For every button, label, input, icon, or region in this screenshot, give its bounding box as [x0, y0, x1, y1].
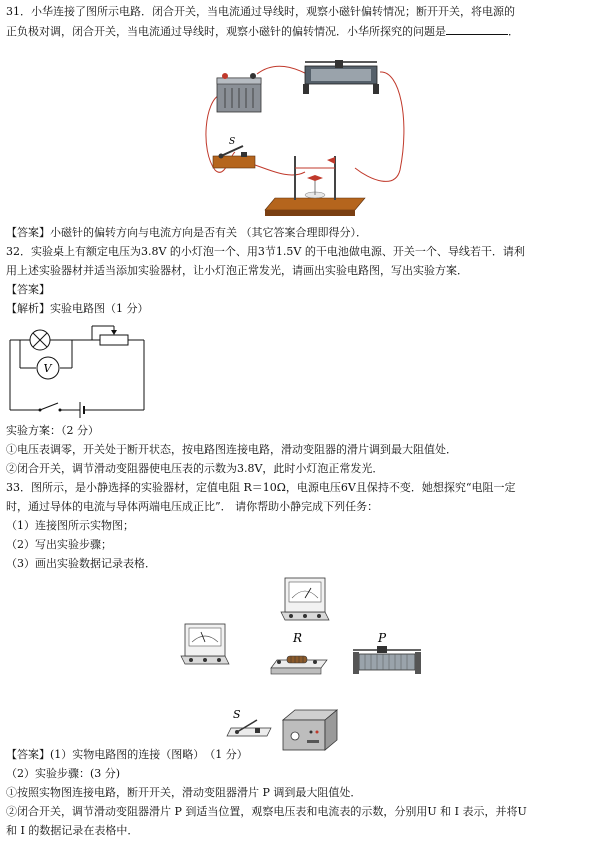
q31-text-line2-prefix: 正负极对调，闭合开关，当电流通过导线时，观察小磁针的偏转情况．小华所探究的问题是 — [6, 25, 446, 38]
q33-step2-line2: 和 I 的数据记录在表格中． — [6, 824, 139, 837]
q31-wire-top — [257, 66, 307, 74]
q32-text-line2: 用上述实验器材并适当添加实验器材，让小灯泡正常发光，请画出实验电路图，写出实验方案． — [6, 264, 468, 277]
q32-answer-heading: 【答案】 — [6, 283, 50, 296]
q32-lamp-symbol — [30, 330, 50, 350]
q32-circuit-diagram — [6, 318, 146, 418]
q31-answer-blank — [446, 24, 508, 35]
q33-text-line1: 33．图所示，是小静选择的实验器材，定值电阻 R＝10Ω，电源电压6V且保持不变．她想探究“电阻一定 — [6, 481, 516, 494]
q32-plan-title: 实验方案：（2 分） — [6, 424, 99, 437]
q33-answer2: （2）实验步骤：(3 分) — [6, 767, 121, 780]
q31-text-line1: 31．小华连接了图所示电路．闭合开关，当电流通过导线时，观察小磁针偏转情况；断开开关，将电源的 — [6, 5, 515, 18]
q33-text-line2: 时，通过导体的电流与导体两端电压成正比”． 请你帮助小静完成下列任务： — [6, 500, 379, 513]
q32-analysis: 【解析】实验电路图（1 分） — [6, 302, 149, 315]
q33-power-supply-icon — [283, 710, 337, 750]
q31-wire-bottom — [255, 165, 305, 175]
q33-switch-label: S — [233, 708, 241, 721]
q33-answer1: 【答案】(1）实物电路图的连接（图略） （1 分） — [6, 748, 248, 761]
q33-task1: （1）连接图所示实物图； — [6, 519, 134, 532]
q31-circuit-figure — [195, 60, 415, 220]
q32-step1: ①电压表调零，开关处于断开状态，按电路图连接电路，滑动变阻器的滑片调到最大阻值处． — [6, 443, 457, 456]
q33-apparatus-figure — [175, 570, 435, 760]
q31-wire-right — [355, 72, 404, 181]
q33-resistor-icon — [271, 656, 327, 674]
q31-text-line2 — [6, 24, 519, 39]
q33-step2-line1: ②闭合开关，调节滑动变阻器滑片 P 到适当位置，观察电压表和电流表的示数，分别用U 和 I 表示，并将U — [6, 805, 527, 818]
q32-switch-symbol — [39, 403, 62, 412]
q33-rheostat-icon — [353, 646, 421, 674]
q31-rheostat-icon — [303, 60, 379, 94]
q31-magnet-needle-board — [265, 156, 365, 216]
q32-battery-symbol — [80, 402, 84, 418]
q32-text-line1: 32．实验桌上有额定电压为3.8V 的小灯泡一个、用3节1.5V 的干电池做电源、开关一个、导线若干．请利 — [6, 245, 525, 258]
q31-text-line2-suffix: ． — [508, 25, 519, 38]
q33-switch-icon — [227, 720, 271, 736]
q31-battery-icon — [217, 73, 261, 112]
q33-voltmeter-icon — [281, 578, 329, 620]
q33-task3: （3）画出实验数据记录表格． — [6, 557, 156, 570]
q33-resistor-label: R — [293, 631, 303, 645]
q33-rheostat-label: P — [378, 631, 387, 645]
q32-voltmeter-label: V — [43, 362, 52, 375]
q31-answer: 【答案】小磁针的偏转方向与电流方向是否有关 （其它答案合理即得分）． — [6, 226, 367, 239]
q33-task2: （2）写出实验步骤； — [6, 538, 112, 551]
q31-switch-icon — [213, 146, 255, 168]
q32-step2: ②闭合开关，调节滑动变阻器使电压表的示数为3.8V，此时小灯泡正常发光． — [6, 462, 384, 475]
q31-switch-label: S — [229, 137, 236, 147]
q33-step1: ①按照实物图连接电路，断开开关，滑动变阻器滑片 P 调到最大阻值处． — [6, 786, 362, 799]
q33-ammeter-icon — [181, 624, 229, 664]
q32-rheostat-symbol — [100, 326, 128, 345]
